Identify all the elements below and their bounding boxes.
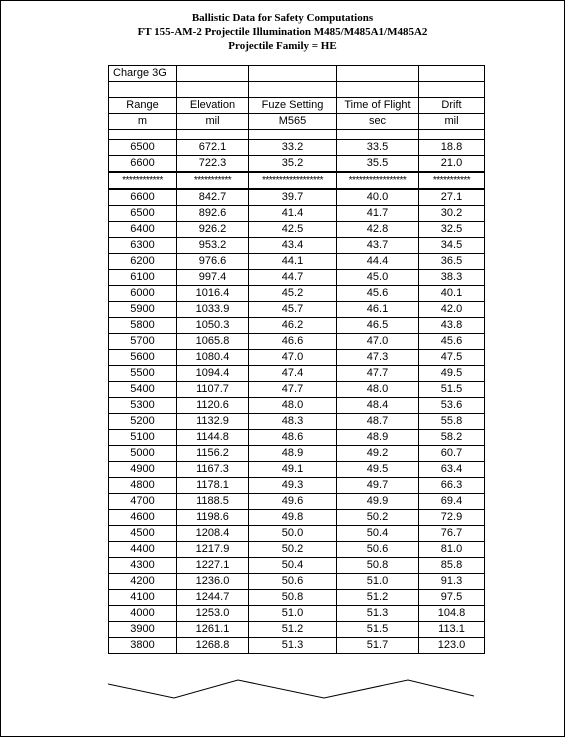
table-cell: 91.3 [419, 574, 485, 590]
empty-cell [177, 130, 249, 140]
charge-label: Charge 3G [109, 66, 177, 82]
table-cell: *********** [419, 172, 485, 189]
unit-cell: mil [177, 114, 249, 130]
table-cell: 42.8 [337, 222, 419, 238]
table-cell: 5600 [109, 350, 177, 366]
table-cell: 997.4 [177, 270, 249, 286]
table-cell: *********** [177, 172, 249, 189]
unit-cell: sec [337, 114, 419, 130]
table-cell: 40.0 [337, 189, 419, 206]
table-cell: 6000 [109, 286, 177, 302]
table-cell: 47.3 [337, 350, 419, 366]
table-cell: 5400 [109, 382, 177, 398]
empty-cell [177, 66, 249, 82]
table-cell: 1107.7 [177, 382, 249, 398]
table-cell: 47.4 [249, 366, 337, 382]
table-cell: 76.7 [419, 526, 485, 542]
empty-cell [177, 82, 249, 98]
table-row [109, 446, 485, 462]
table-cell: 48.9 [249, 446, 337, 462]
ballistic-table-container [108, 65, 474, 654]
table-cell: 49.2 [337, 446, 419, 462]
unit-cell: mil [419, 114, 485, 130]
table-cell: 41.4 [249, 206, 337, 222]
table-cell: 43.4 [249, 238, 337, 254]
table-cell: 5800 [109, 318, 177, 334]
table-row [109, 222, 485, 238]
table-cell: 42.0 [419, 302, 485, 318]
table-cell: 6200 [109, 254, 177, 270]
table-cell: 6500 [109, 206, 177, 222]
table-cell: 953.2 [177, 238, 249, 254]
table-cell: 5100 [109, 430, 177, 446]
table-cell: 48.6 [249, 430, 337, 446]
table-row [109, 478, 485, 494]
table-cell: 51.5 [419, 382, 485, 398]
empty-cell [109, 130, 177, 140]
table-cell: 43.8 [419, 318, 485, 334]
table-cell: 47.7 [249, 382, 337, 398]
table-cell: 926.2 [177, 222, 249, 238]
table-cell: 39.7 [249, 189, 337, 206]
table-cell: 1217.9 [177, 542, 249, 558]
table-cell: 104.8 [419, 606, 485, 622]
empty-cell [109, 82, 177, 98]
table-cell: 45.0 [337, 270, 419, 286]
table-cell: 5700 [109, 334, 177, 350]
table-cell: 34.5 [419, 238, 485, 254]
table-cell: 1065.8 [177, 334, 249, 350]
empty-cell [249, 66, 337, 82]
table-cell: 1033.9 [177, 302, 249, 318]
table-row [109, 302, 485, 318]
table-row [109, 590, 485, 606]
table-row [109, 542, 485, 558]
table-cell: 47.7 [337, 366, 419, 382]
table-row [109, 334, 485, 350]
units-row [109, 114, 485, 130]
unit-cell: m [109, 114, 177, 130]
table-cell: 49.9 [337, 494, 419, 510]
table-cell: 51.0 [249, 606, 337, 622]
table-cell: 6500 [109, 140, 177, 156]
table-cell: 49.5 [337, 462, 419, 478]
table-cell: 672.1 [177, 140, 249, 156]
table-cell: 4300 [109, 558, 177, 574]
table-cell: 50.6 [337, 542, 419, 558]
table-row [109, 140, 485, 156]
empty-cell [337, 130, 419, 140]
table-cell: 1261.1 [177, 622, 249, 638]
table-cell: 38.3 [419, 270, 485, 286]
empty-cell [419, 82, 485, 98]
column-header: Elevation [177, 98, 249, 114]
table-cell: 6300 [109, 238, 177, 254]
table-cell: 35.5 [337, 156, 419, 173]
table-cell: 123.0 [419, 638, 485, 654]
table-cell: 47.0 [249, 350, 337, 366]
table-row [109, 414, 485, 430]
table-cell: 6600 [109, 156, 177, 173]
table-cell: 85.8 [419, 558, 485, 574]
table-cell: 49.5 [419, 366, 485, 382]
table-row [109, 189, 485, 206]
table-cell: 1253.0 [177, 606, 249, 622]
header-title: Ballistic Data for Safety Computations [191, 12, 374, 24]
empty-cell [419, 66, 485, 82]
table-cell: 5000 [109, 446, 177, 462]
table-row [109, 254, 485, 270]
table-cell: 1080.4 [177, 350, 249, 366]
empty-cell [419, 130, 485, 140]
table-row [109, 206, 485, 222]
table-cell: ************ [109, 172, 177, 189]
table-row [109, 238, 485, 254]
table-cell: 1094.4 [177, 366, 249, 382]
table-cell: 5200 [109, 414, 177, 430]
table-cell: 36.5 [419, 254, 485, 270]
table-cell: 41.7 [337, 206, 419, 222]
table-cell: 1050.3 [177, 318, 249, 334]
table-cell: 47.5 [419, 350, 485, 366]
table-cell: 4500 [109, 526, 177, 542]
table-cell: 60.7 [419, 446, 485, 462]
table-cell: 48.3 [249, 414, 337, 430]
table-cell: 49.3 [249, 478, 337, 494]
table-cell: 48.9 [337, 430, 419, 446]
table-cell: 44.4 [337, 254, 419, 270]
table-cell: 3800 [109, 638, 177, 654]
table-cell: 44.1 [249, 254, 337, 270]
table-cell: 1208.4 [177, 526, 249, 542]
table-cell: 50.0 [249, 526, 337, 542]
table-cell: 49.6 [249, 494, 337, 510]
table-cell: 4600 [109, 510, 177, 526]
table-row [109, 510, 485, 526]
charge-row [109, 66, 485, 82]
table-cell: 1132.9 [177, 414, 249, 430]
table-cell: 51.0 [337, 574, 419, 590]
table-cell: 4100 [109, 590, 177, 606]
ballistic-table [108, 65, 485, 654]
table-row [109, 622, 485, 638]
table-cell: 51.3 [337, 606, 419, 622]
table-cell: 42.5 [249, 222, 337, 238]
empty-cell [249, 82, 337, 98]
table-cell: 48.7 [337, 414, 419, 430]
table-cell: 48.0 [337, 382, 419, 398]
table-cell: 3900 [109, 622, 177, 638]
table-cell: 45.6 [337, 286, 419, 302]
table-cell: 51.2 [249, 622, 337, 638]
column-header: Time of Flight [337, 98, 419, 114]
table-row [109, 382, 485, 398]
table-cell: 1167.3 [177, 462, 249, 478]
table-cell: 4000 [109, 606, 177, 622]
header-family: Projectile Family = HE [228, 40, 337, 52]
table-row [109, 318, 485, 334]
column-header: Fuze Setting [249, 98, 337, 114]
table-cell: 97.5 [419, 590, 485, 606]
table-cell: 1156.2 [177, 446, 249, 462]
table-cell: 21.0 [419, 156, 485, 173]
table-cell: 842.7 [177, 189, 249, 206]
column-header: Drift [419, 98, 485, 114]
table-cell: 45.2 [249, 286, 337, 302]
table-cell: 6600 [109, 189, 177, 206]
table-cell: 27.1 [419, 189, 485, 206]
table-cell: 1198.6 [177, 510, 249, 526]
table-cell: 63.4 [419, 462, 485, 478]
empty-cell [337, 82, 419, 98]
table-row [109, 558, 485, 574]
table-cell: 1178.1 [177, 478, 249, 494]
table-row [109, 286, 485, 302]
table-cell: 1268.8 [177, 638, 249, 654]
table-cell: 1016.4 [177, 286, 249, 302]
table-cell: 51.3 [249, 638, 337, 654]
table-row [109, 398, 485, 414]
blank-row [109, 82, 485, 98]
table-cell: 72.9 [419, 510, 485, 526]
table-cell: 49.1 [249, 462, 337, 478]
table-cell: 5300 [109, 398, 177, 414]
table-row [109, 350, 485, 366]
table-cell: 44.7 [249, 270, 337, 286]
empty-cell [249, 130, 337, 140]
column-header-row [109, 98, 485, 114]
table-row [109, 462, 485, 478]
table-cell: 976.6 [177, 254, 249, 270]
table-row [109, 366, 485, 382]
table-cell: 4700 [109, 494, 177, 510]
table-cell: 49.7 [337, 478, 419, 494]
table-cell: 4400 [109, 542, 177, 558]
table-cell: 46.2 [249, 318, 337, 334]
table-cell: 66.3 [419, 478, 485, 494]
table-row [109, 526, 485, 542]
table-cell: 32.5 [419, 222, 485, 238]
table-cell: 30.2 [419, 206, 485, 222]
header-subtitle: FT 155-AM-2 Projectile Illumination M485/M485A1/M485A2 [137, 26, 428, 38]
table-cell: 51.2 [337, 590, 419, 606]
table-cell: 51.5 [337, 622, 419, 638]
table-row [109, 574, 485, 590]
table-cell: 50.6 [249, 574, 337, 590]
document-header [0, 11, 565, 53]
table-cell: 18.8 [419, 140, 485, 156]
table-cell: 1120.6 [177, 398, 249, 414]
column-header: Range [109, 98, 177, 114]
table-cell: 46.6 [249, 334, 337, 350]
table-cell: 33.2 [249, 140, 337, 156]
table-cell: 47.0 [337, 334, 419, 350]
table-cell: ***************** [337, 172, 419, 189]
torn-edge-marker [108, 676, 474, 700]
separator-row [109, 172, 485, 189]
table-cell: 81.0 [419, 542, 485, 558]
table-row [109, 430, 485, 446]
table-row [109, 606, 485, 622]
unit-cell: M565 [249, 114, 337, 130]
table-cell: 113.1 [419, 622, 485, 638]
table-cell: 50.8 [249, 590, 337, 606]
table-cell: 1244.7 [177, 590, 249, 606]
table-cell: 5500 [109, 366, 177, 382]
table-row [109, 156, 485, 173]
table-cell: 69.4 [419, 494, 485, 510]
empty-cell [337, 66, 419, 82]
table-cell: 5900 [109, 302, 177, 318]
table-cell: 50.8 [337, 558, 419, 574]
table-cell: 45.7 [249, 302, 337, 318]
table-cell: 35.2 [249, 156, 337, 173]
table-cell: 1227.1 [177, 558, 249, 574]
table-cell: 6100 [109, 270, 177, 286]
table-row [109, 638, 485, 654]
table-cell: 4200 [109, 574, 177, 590]
table-cell: 50.4 [249, 558, 337, 574]
table-cell: 50.2 [249, 542, 337, 558]
table-cell: 48.0 [249, 398, 337, 414]
table-cell: 53.6 [419, 398, 485, 414]
table-cell: 46.5 [337, 318, 419, 334]
table-cell: 722.3 [177, 156, 249, 173]
table-cell: 892.6 [177, 206, 249, 222]
blank-row [109, 130, 485, 140]
table-cell: 45.6 [419, 334, 485, 350]
table-cell: 1188.5 [177, 494, 249, 510]
table-cell: 50.4 [337, 526, 419, 542]
table-cell: 50.2 [337, 510, 419, 526]
table-cell: 1236.0 [177, 574, 249, 590]
table-cell: 4900 [109, 462, 177, 478]
table-cell: 4800 [109, 478, 177, 494]
table-cell: 33.5 [337, 140, 419, 156]
table-cell: 58.2 [419, 430, 485, 446]
table-cell: 1144.8 [177, 430, 249, 446]
table-row [109, 494, 485, 510]
table-cell: 6400 [109, 222, 177, 238]
table-cell: 43.7 [337, 238, 419, 254]
table-cell: 51.7 [337, 638, 419, 654]
table-cell: 48.4 [337, 398, 419, 414]
table-cell: 55.8 [419, 414, 485, 430]
table-cell: 40.1 [419, 286, 485, 302]
table-row [109, 270, 485, 286]
table-cell: ****************** [249, 172, 337, 189]
table-cell: 46.1 [337, 302, 419, 318]
table-cell: 49.8 [249, 510, 337, 526]
